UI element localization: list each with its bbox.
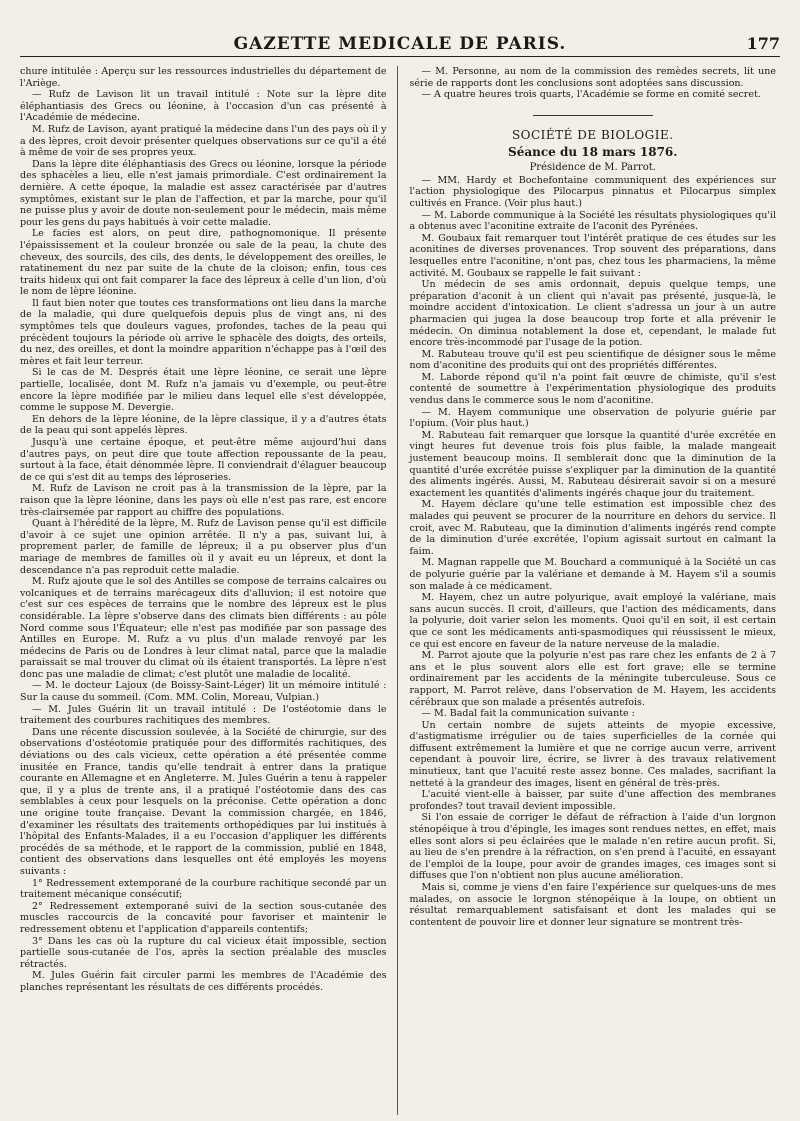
paragraph: M. Goubaux fait remarquer tout l'intérêt pratique de ces études sur les aconitines de diverses provenances. Trop souvent des préparations, dans lesquelles entre l'aconitine, n'ont pas, chez tous les pharmaciens, la même activité. M. Goubaux se rappelle le fait suivant : [409,232,776,279]
paragraph: 2° Redressement extemporané suivi de la section sous-cutanée des muscles raccourcis de la concavité pour favoriser et maintenir le redressement obtenu et l'application d'appareils contentifs; [20,900,387,935]
paragraph: Si le cas de M. Després était une lèpre léonine, ce serait une lèpre partielle, localisée, dont M. Rufz n'a jamais vu d'exemple, ou peut-être encore la lèpre modifiée par le milieu dans lequel elle s'est développée, comme le suppose M. Devergie. [20,367,387,414]
paragraph: — M. Hayem communique une observation de polyurie guérie par l'opium. (Voir plus haut.) [409,406,776,430]
paragraph: M. Hayem, chez un autre polyurique, avait employé la valériane, mais sans aucun succès. Il croit, d'ailleurs, que l'action des médicaments, dans la polyurie, doit varier selon les moments. Quoi qu'il en soit, il est certain que ce sont les médicaments anti-spasmodiques qui réussissent le mieux, ce qui est encore en faveur de la nature nerveuse de la maladie. [409,592,776,650]
paragraph: M. Rabuteau trouve qu'il est peu scientifique de désigner sous le même nom d'aconitine des produits qui ont des propriétés différentes. [409,348,776,372]
section-divider [533,115,653,116]
paragraph: — M. Jules Guérin lit un travail intitulé : De l'ostéotomie dans le traitement des courbures rachitiques des membres. [20,703,387,727]
paragraph: — MM. Hardy et Bochefontaine communiquent des expériences sur l'action physiologique des Pilocarpus pinnatus et Pilocarpus simplex cultivés en France. (Voir plus haut.) [409,174,776,209]
paragraph: M. Rufz de Lavison ne croit pas à la transmission de la lèpre, par la raison que la lèpre léonine, dans les pays où elle n'est pas rare, est encore très-clairsemée par rapport au chiffre des populations. [20,483,387,518]
paragraph: M. Rufz ajoute que le sol des Antilles se compose de terrains calcaires ou volcaniques et de terrains marécageux dits d'alluvion; il est notoire que c'est sur ces espèces de terrains que le nombre des lépreux est le plus considérable. La lèpre s'observe dans des climats bien différents : au pôle Nord comme sous l'Équateur; elle n'est pas modifiée par son passage des Antilles en Europe. M. Rufz a vu plus d'un malade renvoyé par les médecins de Paris ou de Londres à leur climat natal, parce que la maladie paraissait se mal trouver du climat où ils étaient transportés. La lèpre n'est donc pas une maladie de climat; c'est plutôt une maladie de localité. [20,576,387,680]
paragraph: Dans la lèpre dite éléphantiasis des Grecs ou léonine, lorsque la période des sphacèles a lieu, elle n'est jamais primordiale. C'est ordinairement la dernière. A cette époque, la maladie est assez caractérisée par d'autres symptômes, existant sur le plan de l'affection, et par la marche, pour qu'il ne puisse plus y avoir de doute non-seulement pour le médecin, mais même pour les gens du pays habitués à voir cette maladie. [20,158,387,228]
paragraph: M. Magnan rappelle que M. Bouchard a communiqué à la Société un cas de polyurie guérie par la valériane et demande à M. Hayem s'il a soumis son malade à ce médicament. [409,557,776,592]
paragraph: 3° Dans les cas où la rupture du cal vicieux était impossible, section partielle sous-cutanée de l'os, après la section préalable des muscles rétractés. [20,935,387,970]
paragraph: — M. Personne, au nom de la commission des remèdes secrets, lit une série de rapports dont les conclusions sont adoptées sans discussion. [409,66,776,89]
paragraph: — M. Badal fait la communication suivante : [421,708,635,720]
paragraph: Il faut bien noter que toutes ces transformations ont lieu dans la marche de la maladie, qui dure quelquefois depuis plus de vingt ans, ni des symptômes tels que douleurs vagues, profondes, taches de la peau qui précèdent toujours la période où arrive le sphacèle des doigts, des orteils, du nez, des oreilles, et dont la moindre apparition n'échappe pas à l'œil des mères et fait leur terreur. [20,297,387,367]
paragraph: En dehors de la lèpre léonine, de la lèpre classique, il y a d'autres états de la peau qui sont appelés lèpres. [20,413,387,437]
paragraph: Dans une récente discussion soulevée, à la Société de chirurgie, sur des observations d'ostéotomie pratiquée pour des difformités rachitiques, des déviations ou des cals vicieux, cette opération a été présentée comme inusitée en France, tandis qu'elle tendrait à entrer dans la pratique courante en Allemagne et en Angleterre. M. Jules Guérin a tenu à rappeler que, il y a plus de trente ans, il a pratiqué l'ostéotomie dans des cas semblables à ceux pour lesquels on la préconise. Cette opération a donc une origine toute française. Devant la commission chargée, en 1846, d'examiner les résultats des traitements orthopédiques par lui institués à l'hôpital des Enfants-Malades, il a eu l'occasion d'appliquer les différents procédés de sa méthode, et le rapport de la commission, publié en 1848, contient des observations dans lesquelles ont été employés les moyens suivants : [20,726,387,877]
paragraph: M. Hayem déclare qu'une telle estimation est impossible chez des malades qui peuvent se procurer de la nourriture en dehors du service. Il croit, avec M. Rabuteau, que la diminution d'aliments ingérés rend compte de la diminution d'urée excrétée, l'opium agissait surtout en calmant la faim. [409,499,776,557]
paragraph: Un médecin de ses amis ordonnait, depuis quelque temps, une préparation d'aconit à un client qui n'avait pas présenté, jusque-là, le moindre accident d'intoxication. Le client s'adressa un jour à un autre pharmacien qui jugea la dose beaucoup trop forte et alla prévenir le médecin. On diminua notablement la dose et, cependant, le malade fut encore très-incommodé par l'usage de la potion. [409,279,776,349]
paragraph: chure intitulée : Aperçu sur les ressources industrielles du département de l'Ariège. [20,66,387,89]
paragraph: L'acuité vient-elle à baisser, par suite d'une affection des membranes profondes? tout travail devient impossible. [409,789,776,812]
paragraph: 1° Redressement extemporané de la courbure rachitique secondé par un traitement mécanique consécutif; [20,877,387,901]
paragraph: Mais si, comme je viens d'en faire l'expérience sur quelques-uns de mes malades, on associe le lorgnon sténopéique à la loupe, on obtient un résultat remarquablement satisfaisant et dont les malades qui se contentent de pouvoir lire et donner leur signature se montrent très- [409,882,776,928]
paragraph: — Rufz de Lavison lit un travail intitulé : Note sur la lèpre dite éléphantiasis des Grecs ou léonine, à l'occasion d'un cas présenté à l'Académie de médecine. [20,89,387,124]
paragraph: — M. le docteur Lajoux (de Boissy-Saint-Léger) lit un mémoire intitulé : Sur la cause du sommeil. (Com. MM. Colin, Moreau, Vulpian.) [20,680,387,704]
right-column [398,66,777,1115]
session-heading: Séance du 18 mars 1876. [508,144,678,159]
section-title: SOCIÉTÉ DE BIOLOGIE. [511,127,674,142]
paragraph: Jusqu'à une certaine époque, et peut-être même aujourd'hui dans d'autres pays, on peut dire que toute affection repoussante de la peau, surtout à la face, était dénommée lèpre. Il conviendrait d'élaguer beaucoup de ce qui s'est dit au temps des léproseries. [20,437,387,483]
paragraph: — A quatre heures trois quarts, l'Académie se forme en comité secret. [421,89,761,101]
paragraph: Si l'on essaie de corriger le défaut de réfraction à l'aide d'un lorgnon sténopéique à trou d'épingle, les images sont rendues nettes, en effet, mais elles sont alors si peu éclairées que le malade n'en retire aucun profit. Si, au lieu de s'en prendre à la réfraction, on s'en prend à l'acuité, en essayant de l'emploi de la loupe, pour avoir de grandes images, ces images sont si diffuses que l'on n'obtient non plus aucune amélioration. [409,812,776,882]
page-header [20,32,780,57]
paragraph: M. Jules Guérin fait circuler parmi les membres de l'Académie des planches représentant les résultats de ces différents procédés. [20,970,387,993]
paragraph: — M. Laborde communique à la Société les résultats physiologiques qu'il a obtenus avec l'aconitine extraite de l'aconit des Pyrénées. [409,209,776,233]
paragraph: Un certain nombre de sujets atteints de myopie excessive, d'astigmatisme irrégulier ou de taies superficielles de la cornée qui diffusent extrêmement la lumière et que ne corrige aucun verre, arrivent cependant à pouvoir lire, écrire, se livrer à des travaux relativement minutieux, tant que l'acuité reste assez bonne. Ces malades, sacrifiant la netteté à la grandeur des images, lisent en général de très-près. [409,719,776,789]
article-columns [20,66,776,1115]
left-column [20,66,398,1115]
paragraph: M. Rabuteau fait remarquer que lorsque la quantité d'urée excrétée en vingt heures fut devenue trois fois plus faible, la malade mangeait justement beaucoup moins. Il semblerait donc que la diminution de la quantité d'urée excrétée puisse s'expliquer par la diminution de la quantité des aliments ingérés. Aussi, M. Rabuteau désirerait savoir si on a mesuré exactement les quantités d'aliments ingérés chaque jour du traitement. [409,429,776,499]
paragraph: M. Laborde répond qu'il n'a point fait œuvre de chimiste, qu'il s'est contenté de soumettre à l'expérimentation physiologique des produits vendus dans le commerce sous le nom d'aconitine. [409,371,776,407]
paragraph: Quant à l'hérédité de la lèpre, M. Rufz de Lavison pense qu'il est difficile d'avoir à ce sujet une opinion arrêtée. Il n'y a pas, suivant lui, à proprement parler, de famille de lépreux; il a pu observer plus d'un mariage de membres de familles où il y avait eu un lépreux, et dont la descendance n'a pas reproduit cette maladie. [20,518,387,576]
journal-title: GAZETTE MEDICALE DE PARIS. [233,34,567,54]
page-number: 177 [746,34,780,53]
presidence-line: Présidence de M. Parrot. [529,161,656,173]
paragraph: M. Parrot ajoute que la polyurie n'est pas rare chez les enfants de 2 à 7 ans et le plus souvent alors elle est fort grave; elle se termine ordinairement par les accidents de la méningite tuberculeuse. Sous ce rapport, M. Parrot relève, dans l'observation de M. Hayem, les accidents cérébraux que son malade a présentés autrefois. [409,650,776,708]
paragraph: Le facies est alors, on peut dire, pathognomonique. Il présente l'épaississement et la couleur bronzée ou sale de la peau, la chute des cheveux, des sourcils, des cils, des dents, le développement des oreilles, le ratatinement du nez par suite de la chute de la cloison; enfin, tous ces traits hideux qui ont fait comparer la face des lépreux à celle d'un lion, d'où le nom de lèpre léonine. [20,228,387,298]
paragraph: M. Rufz de Lavison, ayant pratiqué la médecine dans l'un des pays où il y a des lèpres, croit devoir présenter quelques observations sur ce qu'il a été à même de voir de ses propres yeux. [20,123,387,159]
